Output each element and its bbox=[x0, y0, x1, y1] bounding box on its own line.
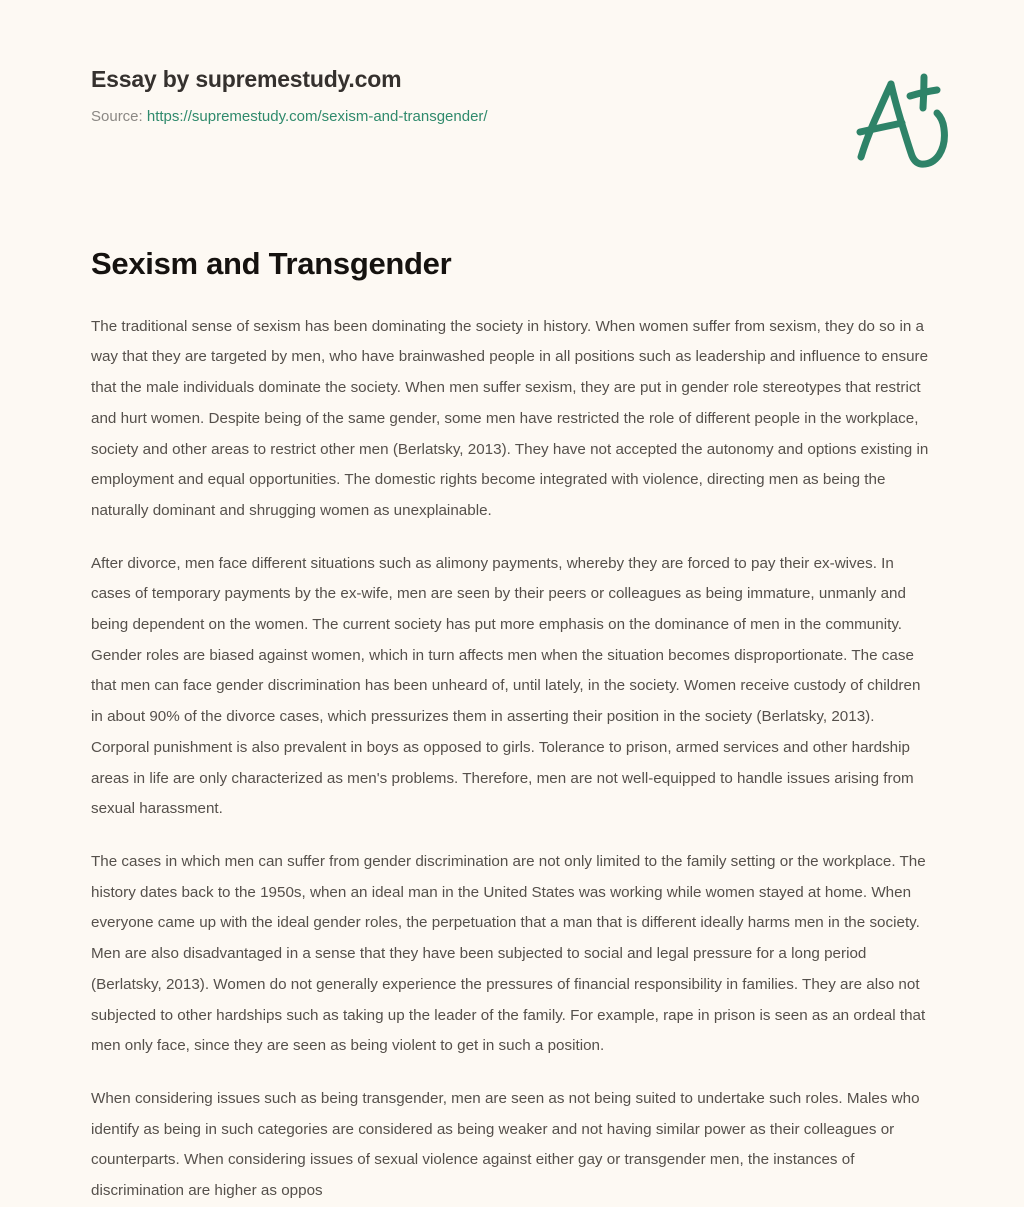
article-paragraph: The cases in which men can suffer from gender discrimination are not only limited to the family setting or the workplace. The history dates back to the 1950s, when an ideal man in the United States was working while women stayed at home. When everyone came up with the ideal gender roles, the perpetuation that a man that is different ideally harms men in the society. Men are also disadvantaged in a sense that they have been subjected to social and legal pressure for a long period (Berlatsky, 2013). Women do not generally experience the pressures of financial responsibility in families. They are also not subjected to other hardships such as taking up the leader of the family. For example, rape in prison is seen as an ordeal that men only face, since they are seen as being violent to get in such a position. bbox=[91, 853, 926, 1055]
article-paragraph: The traditional sense of sexism has been dominating the society in history. When women suffer from sexism, they do so in a way that they are targeted by men, who have brainwashed people in all positions such as leadership and influence to ensure that the male individuals dominate the society. When men suffer sexism, they are put in gender role stereotypes that restrict and hurt women. Despite being of the same gender, some men have restricted the role of different people in the workplace, society and other areas to restrict other men (Berlatsky, 2013). They have not accepted the autonomy and options existing in employment and equal opportunities. The domestic rights become integrated with violence, directing men as being the naturally dominant and shrugging women as unexplainable. bbox=[91, 317, 929, 519]
source-line bbox=[91, 107, 488, 127]
page-header bbox=[0, 0, 1024, 200]
a-plus-logo-icon bbox=[847, 71, 967, 171]
a-plus-logo[interactable] bbox=[847, 71, 967, 171]
page-title: Sexism and Transgender bbox=[91, 246, 452, 281]
article-body bbox=[91, 245, 936, 1207]
article-paragraph: When considering issues such as being transgender, men are seen as not being suited to undertake such roles. Males who identify as being in such categories are considered as being weaker and not having similar power as their colleagues or counterparts. When considering issues of sexual violence against either gay or transgender men, the instances of discrimination are higher as oppos bbox=[91, 1089, 920, 1200]
brand-title: Essay by supremestudy.com bbox=[91, 66, 402, 92]
brand-block bbox=[91, 66, 488, 126]
source-label: Source: bbox=[91, 107, 143, 125]
source-url-link[interactable]: https://supremestudy.com/sexism-and-transgender/ bbox=[146, 107, 488, 125]
article-paragraph: After divorce, men face different situations such as alimony payments, whereby they are forced to pay their ex-wives. In cases of temporary payments by the ex-wife, men are seen by their peers or colleagues as being immature, unmanly and being dependent on the women. The current society has put more emphasis on the dominance of men in the community. Gender roles are biased against women, which in turn affects men when the situation becomes disproportionate. The case that men can face gender discrimination has been unheard of, until lately, in the society. Women receive custody of children in about 90% of the divorce cases, which pressurizes them in asserting their position in the society (Berlatsky, 2013). Corporal punishment is also prevalent in boys as opposed to girls. Tolerance to prison, armed services and other hardship areas in life are only characterized as men's problems. Therefore, men are not well-equipped to handle issues arising from sexual harassment. bbox=[91, 554, 921, 818]
